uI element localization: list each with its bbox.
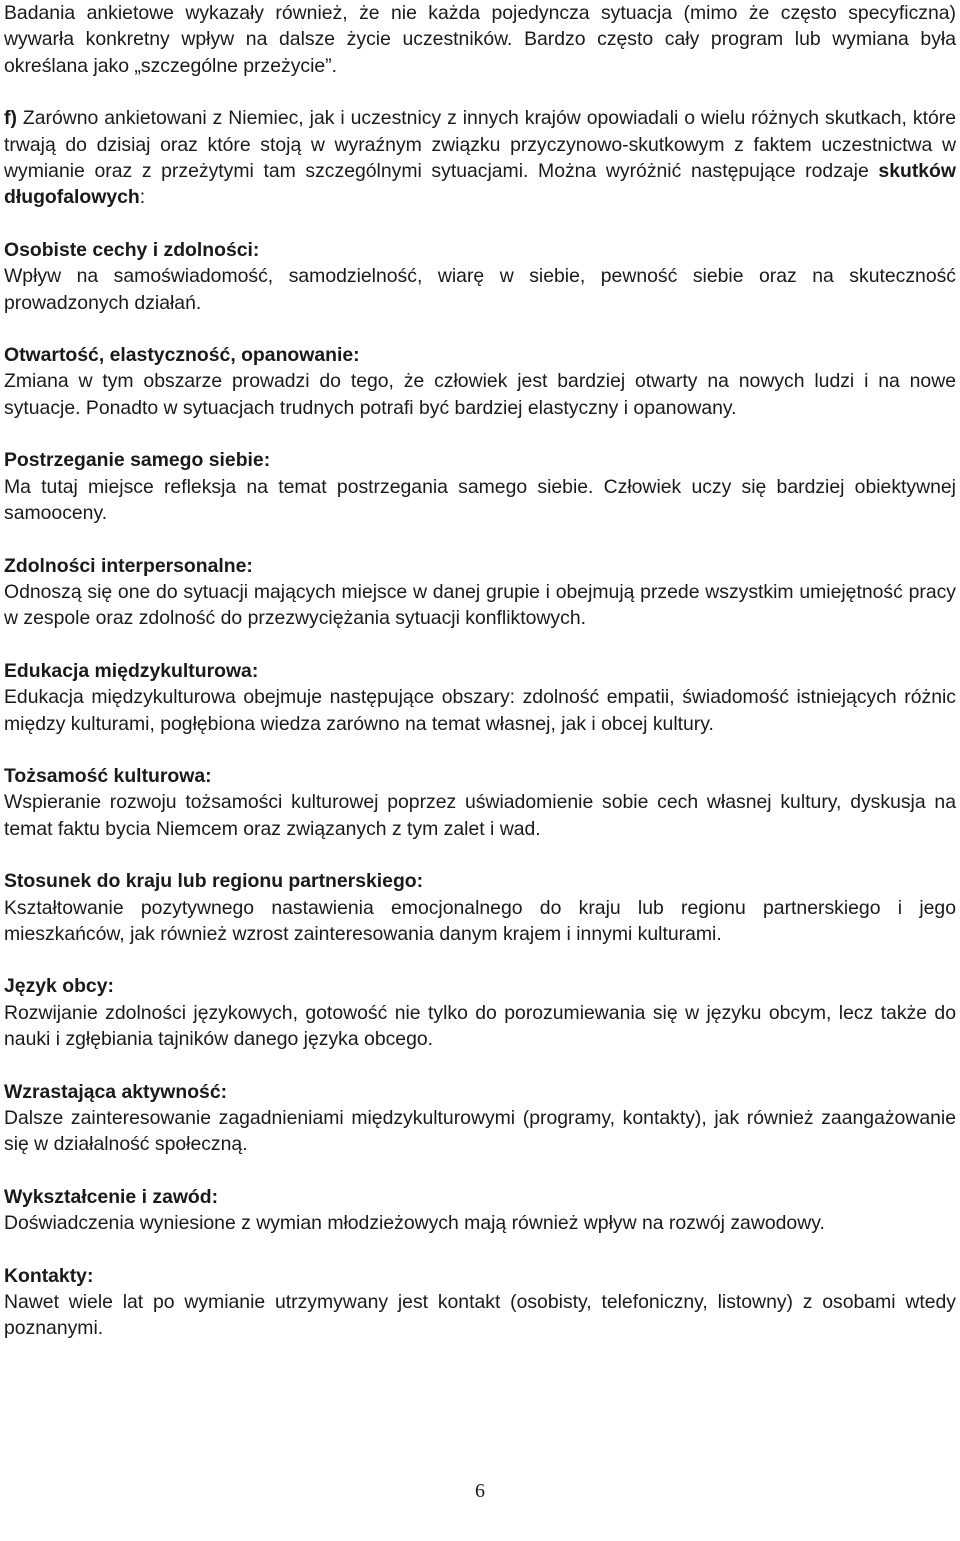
- section-text: Odnoszą się one do sytuacji mających miejsce w danej grupie i obejmują przede wszystkim umiejętność pracy w zespole oraz zdolność do przezwyciężania sytuacji konfliktowych.: [4, 580, 956, 630]
- section-text: Dalsze zainteresowanie zagadnieniami międzykulturowymi (programy, kontakty), jak również zaangażowanie się w działalność społeczną.: [4, 1107, 956, 1156]
- paragraph-f-text: Zarówno ankietowani z Niemiec, jak i uczestnicy z innych krajów opowiadali o wielu różnych skutkach, które trwają do dzisiaj oraz które stoją w wyraźnym związku przyczynowo-skutkowym z faktem uczestnictwa w wymianie oraz z przeżytymi tam szczególnymi sytuacjami. Można wyróżnić następujące rodzaje: [4, 107, 956, 183]
- section-contacts: [4, 1263, 956, 1342]
- section-text: Wspieranie rozwoju tożsamości kulturowej poprzez uświadomienie sobie cech własnej kultury, dyskusja na temat faktu bycia Niemcem oraz związanych z tym zalet i wad.: [4, 791, 956, 840]
- section-heading: Edukacja międzykulturowa:: [4, 659, 259, 682]
- section-heading: Stosunek do kraju lub regionu partnerskiego:: [4, 870, 424, 893]
- section-heading: Język obcy:: [4, 975, 114, 998]
- section-text: Edukacja międzykulturowa obejmuje następujące obszary: zdolność empatii, świadomość istniejących różnic między kulturami, pogłębiona wiedza zarówno na temat własnej, jak i obcej kultury.: [4, 686, 956, 735]
- section-heading: Wykształcenie i zawód:: [4, 1185, 219, 1208]
- section-heading: Kontakty:: [4, 1264, 94, 1287]
- paragraph-f-emphasis: skutków długofalowych: [4, 160, 956, 209]
- intro-paragraph: Badania ankietowe wykazały również, że nie każda pojedyncza sytuacja (mimo że często specyficzna) wywarła konkretny wpływ na dalsze życie uczestników. Bardzo często cały program lub wymiana była określana jako „szczególne przeżycie”.: [4, 2, 956, 77]
- paragraph-f: [4, 105, 956, 211]
- section-text: Kształtowanie pozytywnego nastawienia emocjonalnego do kraju lub regionu partnerskiego i jego mieszkańców, jak również wzrost zainteresowania danym krajem i innymi kulturami.: [4, 896, 956, 945]
- section-text: Wpływ na samoświadomość, samodzielność, wiarę w siebie, pewność siebie oraz na skuteczność prowadzonych działań.: [4, 265, 956, 314]
- section-text: Nawet wiele lat po wymianie utrzymywany jest kontakt (osobisty, telefoniczny, listowny) z osobami wtedy poznanymi.: [4, 1291, 956, 1340]
- section-partner-country: [4, 868, 956, 947]
- section-text: Zmiana w tym obszarze prowadzi do tego, że człowiek jest bardziej otwarty na nowych ludzi i na nowe sytuacje. Ponadto w sytuacjach trudnych potrafi być bardziej elastyczny i opanowany.: [4, 370, 956, 419]
- section-text: Rozwijanie zdolności językowych, gotowość nie tylko do porozumiewania się w języku obcym, lecz także do nauki i zgłębiania tajników danego języka obcego.: [4, 1001, 956, 1051]
- section-openness: [4, 342, 956, 421]
- section-text: Doświadczenia wyniesione z wymian młodzieżowych mają również wpływ na rozwój zawodowy.: [4, 1212, 825, 1235]
- section-heading: Osobiste cechy i zdolności:: [4, 238, 260, 261]
- paragraph-f-marker: f): [4, 107, 17, 130]
- section-interpersonal-skills: [4, 553, 956, 632]
- section-growing-activity: [4, 1079, 956, 1158]
- section-text: Ma tutaj miejsce refleksja na temat postrzegania samego siebie. Człowiek uczy się bardziej obiektywnej samooceny.: [4, 475, 956, 525]
- page-number: 6: [475, 1480, 485, 1502]
- paragraph-f-end: :: [139, 186, 146, 209]
- section-heading: Postrzeganie samego siebie:: [4, 449, 271, 472]
- document-page: [4, 0, 956, 1342]
- section-heading: Wzrastająca aktywność:: [4, 1080, 228, 1103]
- section-intercultural-education: [4, 658, 956, 737]
- section-education-career: [4, 1184, 956, 1237]
- section-heading: Zdolności interpersonalne:: [4, 554, 253, 577]
- section-self-perception: [4, 447, 956, 526]
- section-foreign-language: [4, 973, 956, 1052]
- section-cultural-identity: [4, 763, 956, 842]
- section-heading: Otwartość, elastyczność, opanowanie:: [4, 344, 360, 367]
- section-personal-traits: [4, 237, 956, 316]
- section-heading: Tożsamość kulturowa:: [4, 764, 212, 787]
